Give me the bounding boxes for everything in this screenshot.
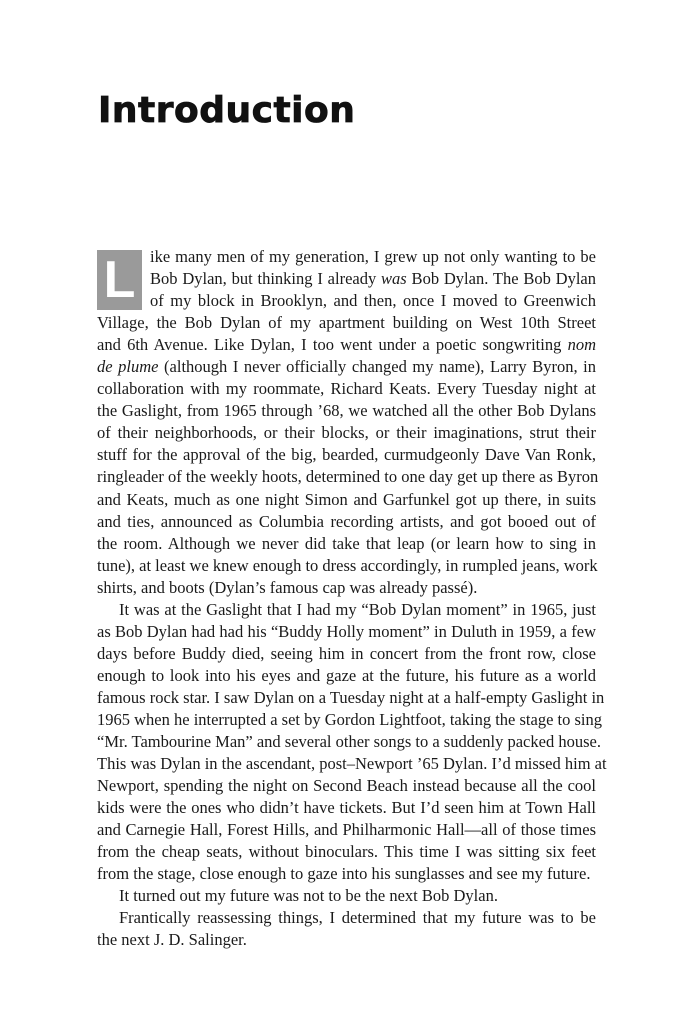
text-line: 1965 when he interrupted a set by Gordon Lightfoot, taking the stage to sing: [97, 709, 602, 729]
text-line: “Mr. Tambourine Man” and several other songs to a suddenly packed house.: [97, 732, 601, 752]
text-line: days before Buddy died, seeing him in concert from the front row, close: [97, 643, 596, 663]
text-line: famous rock star. I saw Dylan on a Tuesday night at a half-empty Gaslight in: [97, 687, 605, 707]
text-line: Village, the Bob Dylan of my apartment building on West 10th Street: [97, 313, 596, 333]
text-line: shirts, and boots (Dylan’s famous cap was already passé).: [97, 577, 478, 597]
text-line: Newport, spending the night on Second Beach instead because all the cool: [97, 776, 596, 796]
text-line: the next J. D. Salinger.: [97, 930, 247, 950]
text-line: of their neighborhoods, or their blocks, or their imaginations, strut their: [97, 423, 596, 443]
text-line: from the stage, close enough to gaze into his sunglasses and see my future.: [97, 864, 591, 884]
text-line: kids were the ones who didn’t have tickets. But I’d seen him at Town Hall: [97, 798, 596, 818]
drop-cap: L: [97, 250, 142, 310]
text-line: as Bob Dylan had had his “Buddy Holly moment” in Duluth in 1959, a few: [97, 621, 596, 641]
text-line: Bob Dylan, but thinking I already was Bob Dylan. The Bob Dylan: [150, 269, 596, 289]
text-line: and Carnegie Hall, Forest Hills, and Philharmonic Hall—all of those times: [97, 820, 596, 840]
text-line: and 6th Avenue. Like Dylan, I too went under a poetic songwriting nom: [97, 335, 596, 355]
text-line: from the cheap seats, without binoculars. This time I was sitting six feet: [97, 842, 596, 862]
text-line: de plume (although I never officially changed my name), Larry Byron, in: [97, 357, 596, 377]
text-line: ike many men of my generation, I grew up not only wanting to be: [150, 247, 596, 266]
text-line: stuff for the approval of the big, bearded, curmudgeonly Dave Van Ronk,: [97, 445, 596, 465]
text-line: collaboration with my roommate, Richard Keats. Every Tuesday night at: [97, 379, 596, 399]
text-line: and ties, announced as Columbia recording artists, and got booed out of: [97, 511, 596, 531]
text-line: tune), at least we knew enough to dress accordingly, in rumpled jeans, work: [97, 555, 598, 575]
text-line: It turned out my future was not to be the next Bob Dylan.: [119, 886, 498, 906]
chapter-body: [97, 246, 607, 952]
text-line: the Gaslight, from 1965 through ’68, we watched all the other Bob Dylans: [97, 401, 596, 421]
text-line: and Keats, much as one night Simon and Garfunkel got up there, in suits: [97, 489, 596, 509]
text-line: of my block in Brooklyn, and then, once I moved to Greenwich: [150, 291, 596, 311]
text-line: It was at the Gaslight that I had my “Bob Dylan moment” in 1965, just: [119, 599, 596, 619]
text-line: Frantically reassessing things, I determined that my future was to be: [119, 908, 596, 928]
text-line: the room. Although we never did take that leap (or learn how to sing in: [97, 533, 596, 553]
text-line: enough to look into his eyes and gaze at the future, his future as a world: [97, 665, 596, 685]
chapter-title: Introduction: [98, 90, 356, 131]
text-line: ringleader of the weekly hoots, determined to one day get up there as Byron: [97, 467, 599, 487]
text-line: This was Dylan in the ascendant, post–Newport ’65 Dylan. I’d missed him at: [97, 754, 607, 774]
